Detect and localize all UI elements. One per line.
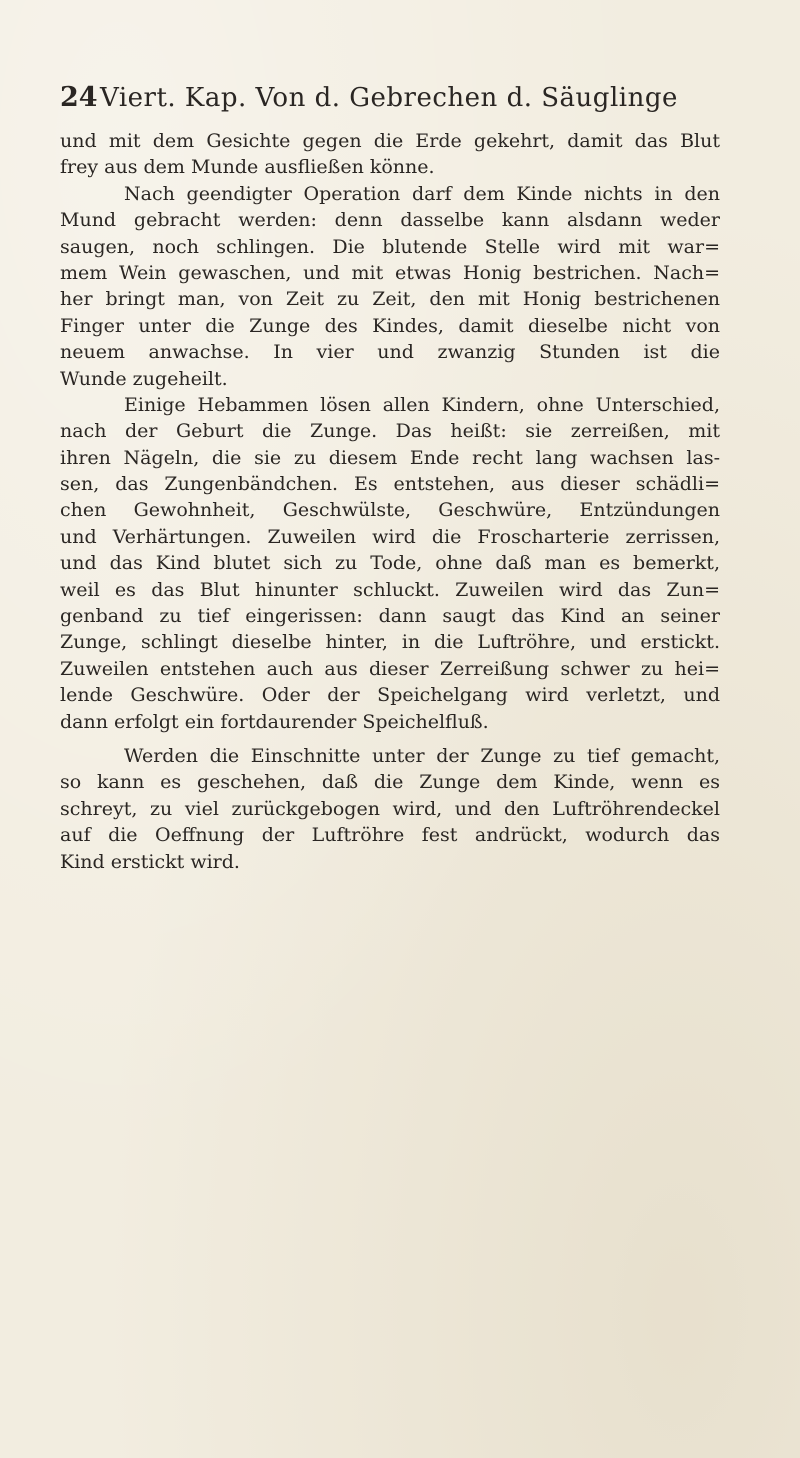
text-line: Wunde zugeheilt. xyxy=(60,367,228,390)
text-line: Kind erstickt wird. xyxy=(60,850,240,873)
text-line: chen Gewohnheit, Geschwülste, Geschwüre, Entzündungen xyxy=(60,499,720,522)
paragraph xyxy=(60,181,720,392)
text-line: ihren Nägeln, die sie zu diesem Ende recht lang wachsen las- xyxy=(60,446,720,469)
text-line: neuem anwachse. In vier und zwanzig Stunden ist die xyxy=(60,341,720,364)
text-line: saugen, noch schlingen. Die blutende Stelle wird mit war= xyxy=(60,235,720,258)
text-line: her bringt man, von Zeit zu Zeit, den mit Honig bestrichenen xyxy=(60,288,720,311)
paragraph xyxy=(60,392,720,735)
body-text xyxy=(60,128,720,875)
text-line: und das Kind blutet sich zu Tode, ohne daß man es bemerkt, xyxy=(60,552,720,575)
page-number: 24 xyxy=(60,82,98,113)
text-line: auf die Oeffnung der Luftröhre fest andrückt, wodurch das xyxy=(60,824,720,847)
text-line: Einige Hebammen lösen allen Kindern, ohne Unterschied, xyxy=(124,393,720,416)
text-line: so kann es geschehen, daß die Zunge dem Kinde, wenn es xyxy=(60,771,720,794)
running-head: Viert. Kap. Von d. Gebrechen d. Säuglinge xyxy=(100,83,678,113)
text-line: Zuweilen entstehen auch aus dieser Zerreißung schwer zu hei= xyxy=(60,657,720,680)
page-header xyxy=(60,78,720,118)
text-line: Finger unter die Zunge des Kindes, damit dieselbe nicht von xyxy=(60,314,720,337)
paragraph xyxy=(60,743,720,875)
text-line: und mit dem Gesichte gegen die Erde gekehrt, damit das Blut xyxy=(60,130,720,152)
text-line: weil es das Blut hinunter schluckt. Zuweilen wird das Zun= xyxy=(60,578,720,601)
text-line: Mund gebracht werden: denn dasselbe kann alsdann weder xyxy=(60,209,720,232)
text-line: genband zu tief eingerissen: dann saugt das Kind an seiner xyxy=(60,605,720,628)
text-line: dann erfolgt ein fortdaurender Speichelfluß. xyxy=(60,710,489,733)
paragraph xyxy=(60,128,720,181)
text-line: Zunge, schlingt dieselbe hinter, in die Luftröhre, und erstickt. xyxy=(60,631,720,654)
text-line: Werden die Einschnitte unter der Zunge zu tief gemacht, xyxy=(124,744,720,767)
text-line: schreyt, zu viel zurückgebogen wird, und den Luftröhrendeckel xyxy=(60,797,720,820)
text-line: sen, das Zungenbändchen. Es entstehen, aus dieser schädli= xyxy=(60,473,720,496)
text-line: nach der Geburt die Zunge. Das heißt: sie zerreißen, mit xyxy=(60,420,720,443)
text-line: und Verhärtungen. Zuweilen wird die Froscharterie zerrissen, xyxy=(60,525,720,548)
text-line: Nach geendigter Operation darf dem Kinde nichts in den xyxy=(124,182,720,205)
text-line: frey aus dem Munde ausfließen könne. xyxy=(60,156,435,179)
text-line: mem Wein gewaschen, und mit etwas Honig bestrichen. Nach= xyxy=(60,261,720,284)
text-line: lende Geschwüre. Oder der Speichelgang wird verletzt, und xyxy=(60,684,720,707)
